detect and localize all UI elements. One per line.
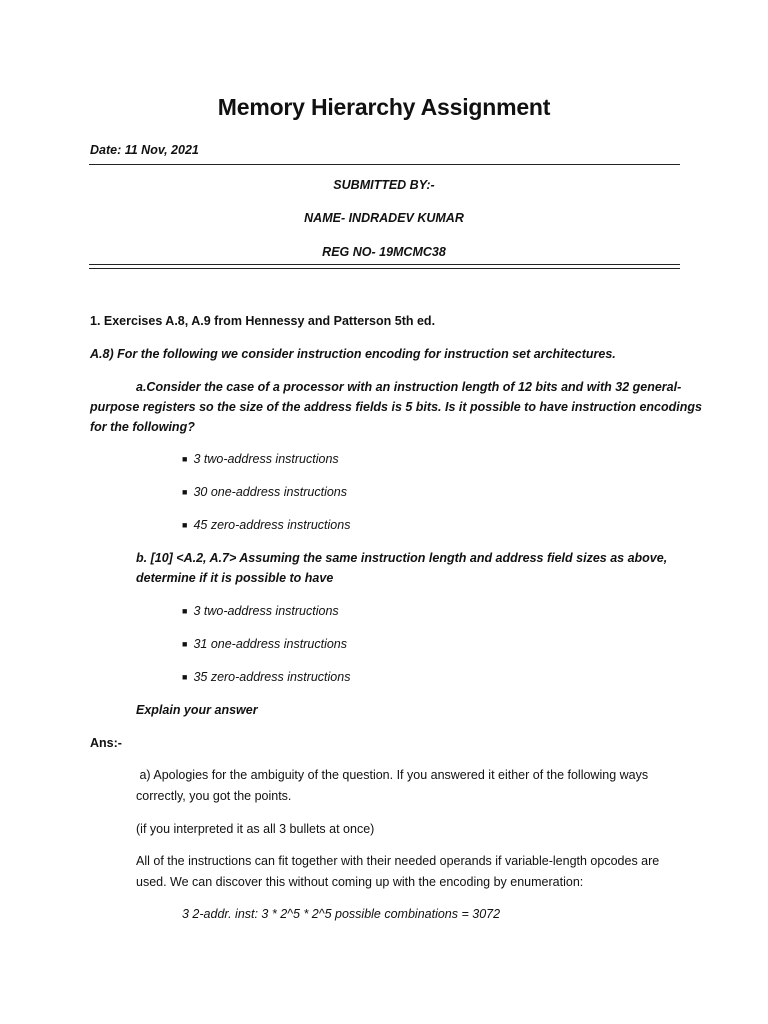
part-b-bullet: ■ 31 one-address instructions xyxy=(182,637,347,651)
part-b-bullet: ■ 3 two-address instructions xyxy=(182,604,339,618)
combinations-line: 3 2-addr. inst: 3 * 2^5 * 2^5 possible combinations = 3072 xyxy=(182,907,501,921)
answer-body-line-1: All of the instructions can fit together with their needed operands if variable-length opcodes are xyxy=(136,854,660,868)
student-name: NAME- INDRADEV KUMAR xyxy=(304,211,464,225)
part-a-bullet: ■ 3 two-address instructions xyxy=(182,452,339,466)
part-a-bullet: ■ 45 zero-address instructions xyxy=(182,518,350,532)
answer-body-line-2: used. We can discover this without coming up with the encoding by enumeration: xyxy=(136,875,584,889)
answer-a-line-1: a) Apologies for the ambiguity of the question. If you answered it either of the following ways xyxy=(136,768,649,782)
part-a-bullet: ■ 30 one-address instructions xyxy=(182,485,347,499)
answer-a-line-2: correctly, you got the points. xyxy=(136,789,292,803)
question-heading: 1. Exercises A.8, A.9 from Hennessy and Patterson 5th ed. xyxy=(90,314,436,328)
document-title: Memory Hierarchy Assignment xyxy=(217,94,551,120)
part-a-line-2: purpose registers so the size of the address fields is 5 bits. Is it possible to have instruction encodings xyxy=(90,400,702,414)
part-b-line-1: b. [10] <A.2, A.7> Assuming the same instruction length and address field sizes as above, xyxy=(136,551,668,565)
registration-number: REG NO- 19MCMC38 xyxy=(322,245,446,259)
part-b-bullet: ■ 35 zero-address instructions xyxy=(182,670,350,684)
date-line: Date: 11 Nov, 2021 xyxy=(90,143,199,157)
submitted-by-label: SUBMITTED BY:- xyxy=(333,178,435,192)
divider-line xyxy=(89,164,680,165)
interpretation-note: (if you interpreted it as all 3 bullets at once) xyxy=(136,822,375,836)
double-divider-line xyxy=(89,264,680,269)
answer-label: Ans:- xyxy=(90,736,122,750)
a8-intro: A.8) For the following we consider instruction encoding for instruction set architectures. xyxy=(90,347,616,361)
part-a-line-3: for the following? xyxy=(90,420,195,434)
explain-prompt: Explain your answer xyxy=(136,703,258,717)
part-b-line-2: determine if it is possible to have xyxy=(136,571,334,585)
part-a-line-1: a.Consider the case of a processor with an instruction length of 12 bits and with 32 general- xyxy=(136,380,682,394)
